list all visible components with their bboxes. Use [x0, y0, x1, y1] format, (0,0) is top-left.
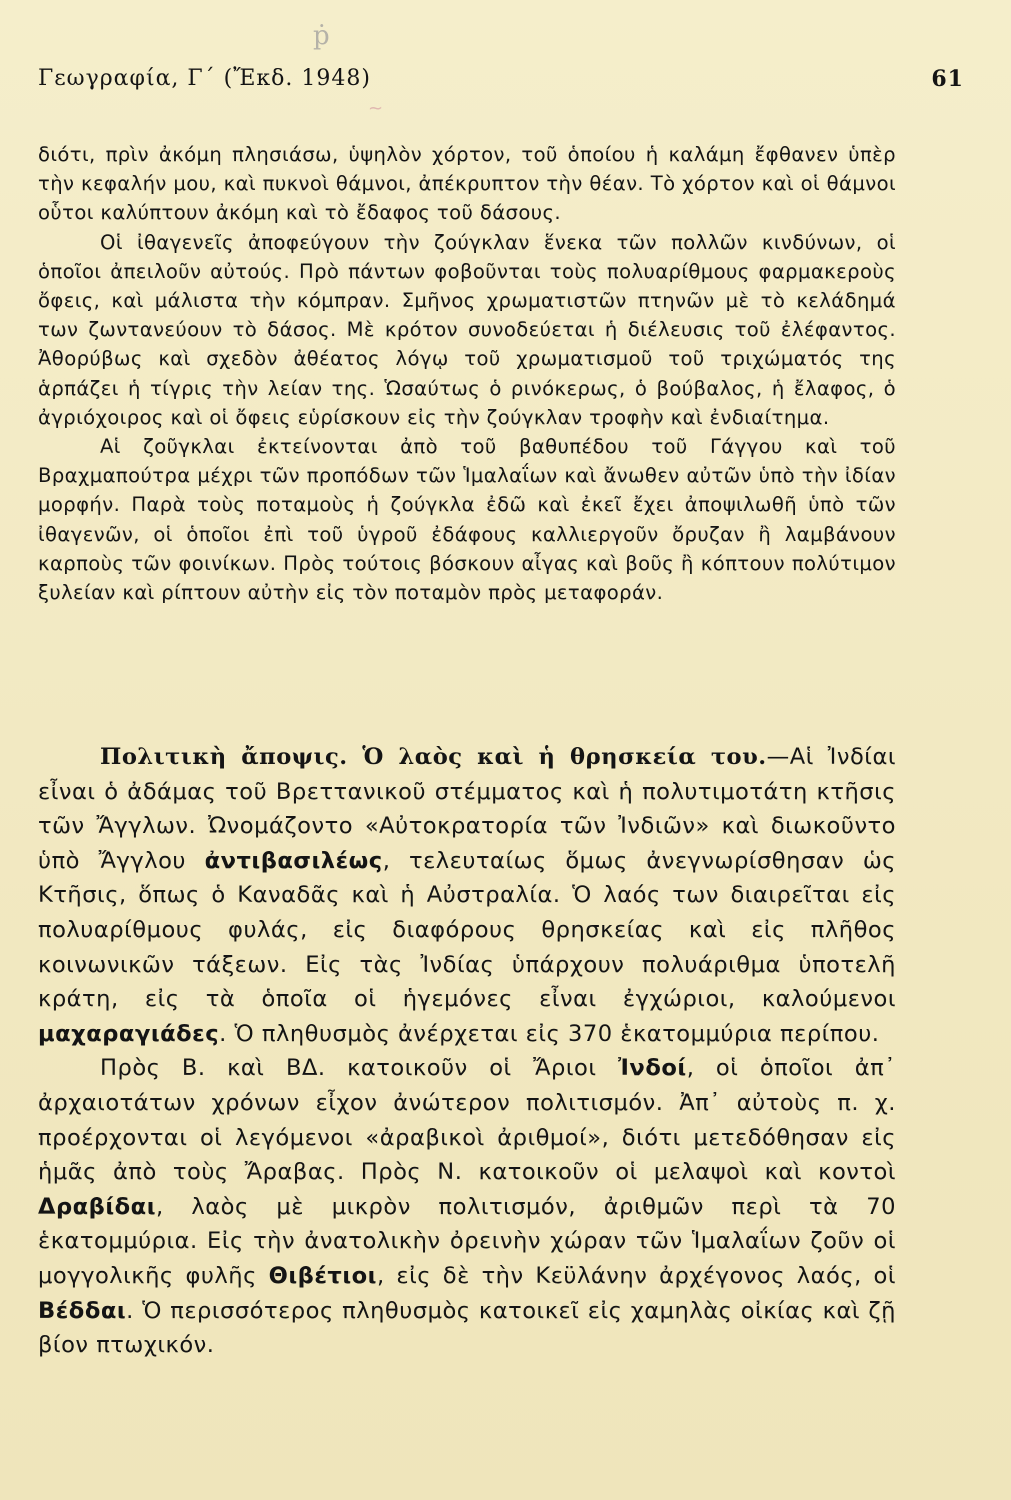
term-dravidians: Δραβίδαι	[38, 1193, 157, 1220]
text-run: . Ὁ περισσότερος πληθυσμὸς κατοικεῖ εἰς χαμηλὰς οἰκίας καὶ ζῇ βίον πτωχικόν.	[38, 1297, 896, 1359]
paragraph-peoples	[38, 1051, 896, 1362]
text-run: , τελευταίως ὅμως ἀνεγνωρίσθησαν ὡς Κτῆσις, ὅπως ὁ Καναδᾶς καὶ ἡ Αὐστραλία. Ὁ λαός των διαιρεῖται εἰς πολυαρίθμους φυλάς, εἰς διαφόρους θρησκείας καὶ εἰς πλῆθος κοινωνικῶν τάξεων. Εἰς τὰς Ἰνδίας ὑπάρχουν πολυάριθμα ὑποτελῆ κράτη, εἰς τὰ ὁποῖα οἱ ἡγεμόνες εἶναι ἐγχώριοι, καλούμενοι	[38, 847, 897, 1013]
text-run: —Αἱ Ἰνδίαι εἶναι ὁ ἀδάμας τοῦ Βρεττανικοῦ στέμματος καὶ ἡ πολυτιμοτάτη κτῆσις τῶν Ἄγγλων. Ὠνομάζοντο «Αὐτοκρατορία τῶν Ἰνδιῶν» καὶ διωκοῦντο ὑπὸ Ἄγγλου	[38, 744, 896, 874]
political-section	[38, 740, 896, 1363]
page-number: 61	[931, 66, 964, 92]
text-run: , οἱ ὁποῖοι ἀπ᾿ ἀρχαιοτάτων χρόνων εἶχον ἀνώτερον πολιτισμόν. Ἀπ᾿ αὐτοὺς π. χ. προέρχονται οἱ λεγόμενοι «ἀραβικοὶ ἀριθμοί», διότι μετεδόθησαν εἰς ἡμᾶς ἀπὸ τοὺς Ἄραβας. Πρὸς Ν. κατοικοῦν οἱ μελαψοὶ καὶ κοντοὶ	[38, 1055, 896, 1186]
term-tibetans: Θιβέτιοι	[268, 1262, 377, 1289]
paragraph-natives: Οἱ ἰθαγενεῖς ἀποφεύγουν τὴν ζούγκλαν ἕνεκα τῶν πολλῶν κινδύνων, οἱ ὁποῖοι ἀπειλοῦν αὐτούς. Πρὸ πάντων φοβοῦνται τοὺς πολυαρίθμους φαρμακεροὺς ὄφεις, καὶ μάλιστα τὴν κόμπραν. Σμῆνος χρωματιστῶν πτηνῶν μὲ τὸ κελάδημά των ζωντανεύουν τὸ δάσος. Μὲ κρότον συνοδεύεται ἡ διέλευσις τοῦ ἐλέφαντος. Ἀθορύβως καὶ σχεδὸν ἀθέατος λόγῳ τοῦ χρωματισμοῦ τοῦ τριχώματός της ἁρπάζει ἡ τίγρις τὴν λείαν της. Ὡσαύτως ὁ ρινόκερως, ὁ βούβαλος, ἡ ἔλαφος, ὁ ἀγριόχοιρος καὶ οἱ ὄφεις εὑρίσκουν εἰς τὴν ζούγκλαν τροφὴν καὶ ἐνδιαίτημα.	[38, 230, 896, 429]
section-heading: Πολιτικὴ ἄποψις. Ὁ λαὸς καὶ ἡ θρησκεία του.	[100, 744, 767, 770]
paragraph-jungles-extent: Αἱ ζοῦγκλαι ἐκτείνονται ἀπὸ τοῦ βαθυπέδου τοῦ Γάγγου καὶ τοῦ Βραχμαπούτρα μέχρι τῶν προπόδων τῶν Ἱμαλαΐων καὶ ἄνωθεν αὐτῶν ὑπὸ τὴν ἰδίαν μορφήν. Παρὰ τοὺς ποταμοὺς ἡ ζούγκλα ἐδῶ καὶ ἐκεῖ ἔχει ἀποψιλωθῆ ὑπὸ τῶν ἰθαγενῶν, οἱ ὁποῖοι ἐπὶ τοῦ ὑγροῦ ἐδάφους καλλιεργοῦν ὄρυζαν ἢ λαμβάνουν καρποὺς τῶν φοινίκων. Πρὸς τούτοις βόσκουν αἶγας καὶ βοῦς ἢ κόπτουν πολύτιμον ξυλείαν καὶ ρίπτουν αὐτὴν εἰς τὸν ποταμὸν πρὸς μεταφοράν.	[38, 435, 896, 605]
text-run: , εἰς δὲ τὴν Κεϋλάνην ἀρχέγονος λαός, οἱ	[376, 1262, 896, 1289]
term-indians: Ἰνδοί	[618, 1055, 687, 1082]
text-run: , λαὸς μὲ μικρὸν πολιτισμόν, ἀριθμῶν περὶ τὰ 70 ἑκατομμύρια. Εἰς τὴν ἀνατολικὴν ὀρεινὴν χώραν τῶν Ἱμαλαΐων ζοῦν οἱ μογγολικῆς φυλῆς	[38, 1193, 896, 1289]
term-viceroy: ἀντιβασιλέως	[204, 847, 383, 874]
pencil-mark: ~	[368, 98, 384, 119]
text-run: Πρὸς Β. καὶ ΒΔ. κατοικοῦν οἱ Ἄριοι	[100, 1055, 619, 1082]
term-veddas: Βέδδαι	[38, 1297, 127, 1324]
page-header	[38, 66, 964, 100]
paragraph-continuation: διότι, πρὶν ἀκόμη πλησιάσω, ὑψηλὸν χόρτον, τοῦ ὁποίου ἡ καλάμη ἔφθανεν ὑπὲρ τὴν κεφαλήν μου, καὶ πυκνοὶ θάμνοι, ἀπέκρυπτον τὴν θέαν. Τὸ χόρτον καὶ οἱ θάμνοι οὗτοι καλύπτουν ἀκόμη καὶ τὸ ἔδαφος τοῦ δάσους.	[38, 143, 896, 225]
term-maharajas: μαχαραγιάδες	[38, 1020, 220, 1047]
text-run: . Ὁ πληθυσμὸς ἀνέρχεται εἰς 370 ἑκατομμύρια περίπου.	[219, 1020, 880, 1047]
paragraph-political	[38, 740, 896, 1051]
jungle-section	[38, 140, 896, 607]
running-head: Γεωγραφία, Γ΄ (Ἔκδ. 1948)	[38, 66, 371, 91]
ink-mark: ṗ	[313, 21, 330, 51]
